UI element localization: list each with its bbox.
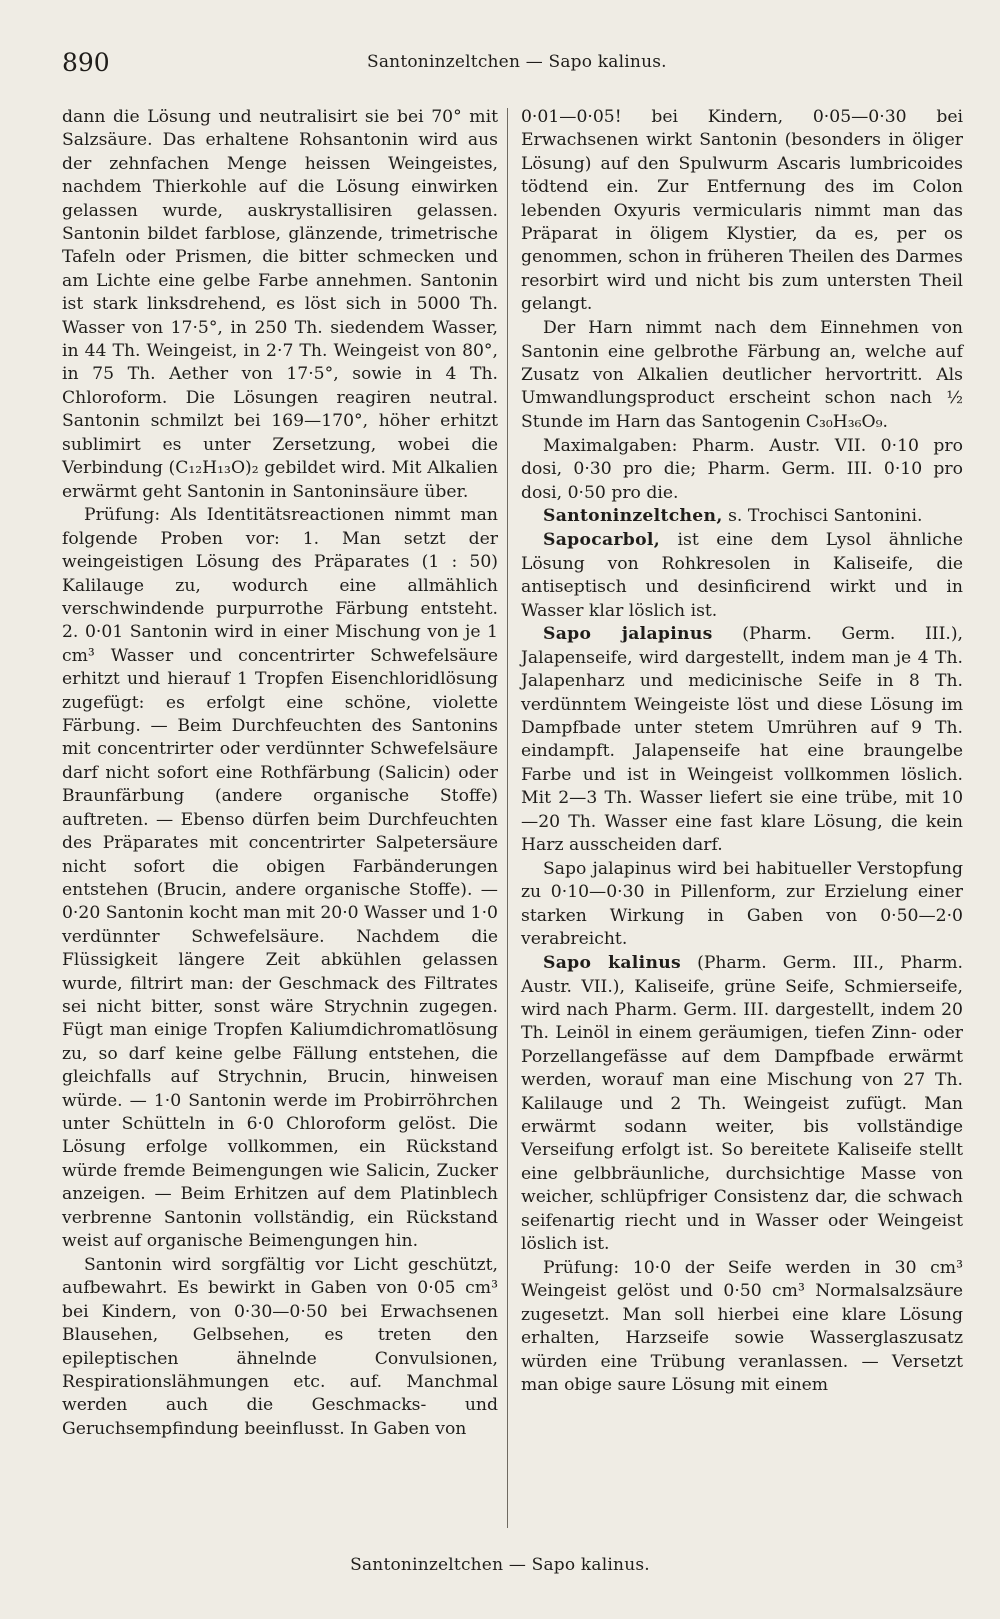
- page-footer: Santoninzeltchen — Sapo kalinus.: [350, 1555, 650, 1575]
- sapo-jalapinus-use-paragraph: Sapo jalapinus wird bei habitueller Verstopfung zu 0·10—0·30 in Pillenform, zur Erzielung einer starken Wirkung in Gaben von 0·50—2·0 verabreicht.: [521, 859, 963, 950]
- running-head: Santoninzeltchen — Sapo kalinus.: [367, 52, 667, 72]
- headword-sapocarbol: Sapocarbol,: [543, 530, 660, 551]
- sapo-kalinus-pruefung-paragraph: Prüfung: 10·0 der Seife werden in 30 cm³ Weingeist gelöst und 0·50 cm³ Normalsalzsäure zugesetzt. Man soll hierbei eine klare Lösung erhalten, Harzseife sowie Wasserglaszusatz würden eine Trübung veranlassen. — Versetzt man obige saure Lösung mit einem: [521, 1257, 963, 1395]
- entry-santoninzeltchen: [521, 505, 963, 528]
- headword-sapo-jalapinus: Sapo jalapinus: [543, 624, 713, 645]
- column-divider: [507, 108, 508, 1528]
- entry-sapo-kalinus: [521, 952, 963, 1256]
- entry-sapo-jalapinus: [521, 623, 963, 857]
- headword-santoninzeltchen: Santoninzeltchen,: [543, 506, 723, 527]
- sapo-kalinus-text: (Pharm. Germ. III., Pharm. Austr. VII.), Kaliseife, grüne Seife, Schmierseife, wird nach Pharm. Germ. III. dargestellt, indem 20 Th. Leinöl in einem geräumigen, tiefen Zinn- oder Porzellangefässe auf dem Dampfbade erwärmt werden, worauf man eine Mischung von 27 Th. Kalilauge und 2 Th. Weingeist zufügt. Man erwärmt sodann weiter, bis vollständige Verseifung erfolgt ist. So bereitete Kaliseife stellt eine gelbbräunliche, durchsichtige Masse von weicher, schlüpfriger Consistenz dar, die schwach seifenartig riecht und in Wasser oder Weingeist löslich ist.: [521, 953, 964, 1254]
- santoninzeltchen-text: s. Trochisci Santonini.: [722, 506, 923, 527]
- santonin-description-paragraph: dann die Lösung und neutralisirt sie bei 70° mit Salzsäure. Das erhaltene Rohsantonin wird aus der zehnfachen Menge heissen Weingeistes, nachdem Thierkohle auf die Lösung einwirken gelassen wurde, auskrystallisiren gelassen. Santonin bildet farblose, glänzende, trimetrische Tafeln oder Prismen, die bitter schmecken und am Lichte eine gelbe Farbe annehmen. Santonin ist stark linksdrehend, es löst sich in 5000 Th. Wasser von 17·5°, in 250 Th. siedendem Wasser, in 44 Th. Weingeist, in 2·7 Th. Weingeist von 80°, in 75 Th. Aether von 17·5°, sowie in 4 Th. Chloroform. Die Lösungen reagiren neutral. Santonin schmilzt bei 169—170°, höher erhitzt sublimirt es unter Zersetzung, wobei die Verbindung (C₁₂H₁₃O)₂ gebildet wird. Mit Alkalien erwärmt geht Santonin in Santoninsäure über.: [62, 107, 498, 502]
- santonin-pruefung-paragraph: Prüfung: Als Identitätsreactionen nimmt man folgende Proben vor: 1. Man setzt der weingeistigen Lösung des Präparates (1 : 50) Kalilauge zu, wodurch eine allmählich verschwindende purpurrothe Färbung entsteht. 2. 0·01 Santonin wird in einer Mischung von je 1 cm³ Wasser und concentrirter Schwefelsäure erhitzt und hierauf 1 Tropfen Eisenchloridlösung zugefügt: es erfolgt eine schöne, violette Färbung. — Beim Durchfeuchten des Santonins mit concentrirter oder verdünnter Schwefelsäure darf nicht sofort eine Rothfärbung (Salicin) oder Braunfärbung (andere organische Stoffe) auftreten. — Ebenso dürfen beim Durchfeuchten des Präparates mit concentrirter Salpetersäure nicht sofort die obigen Farbänderungen entstehen (Brucin, andere organische Stoffe). — 0·20 Santonin kocht man mit 20·0 Wasser und 1·0 verdünnter Schwefelsäure. Nachdem die Flüssigkeit längere Zeit abkühlen gelassen wurde, filtrirt man: der Geschmack des Filtrates sei nicht bitter, sonst wäre Strychnin zugegen. Fügt man einige Tropfen Kaliumdichromatlösung zu, so darf keine gelbe Fällung entstehen, die gleichfalls auf Strychnin, Brucin, hinweisen würde. — 1·0 Santonin werde im Probirröhrchen unter Schütteln in 6·0 Chloroform gelöst. Die Lösung erfolge vollkommen, ein Rückstand würde fremde Beimengungen wie Salicin, Zucker anzeigen. — Beim Erhitzen auf dem Platinblech verbrenne Santonin vollständig, ein Rückstand weist auf organische Beimengungen hin.: [62, 505, 498, 1251]
- left-column: [62, 106, 498, 1442]
- santonin-continuation-paragraph: 0·01—0·05! bei Kindern, 0·05—0·30 bei Erwachsenen wirkt Santonin (besonders in öliger Lösung) auf den Spulwurm Ascaris lumbricoides tödtend ein. Zur Entfernung des im Colon lebenden Oxyuris vermicularis nimmt man das Präparat in öligem Klystier, da es, per os genommen, schon in früheren Theilen des Darmes resorbirt wird und nicht bis zum untersten Theil gelangt.: [521, 107, 963, 315]
- santonin-maximal-paragraph: Maximalgaben: Pharm. Austr. VII. 0·10 pro dosi, 0·30 pro die; Pharm. Germ. III. 0·10 pro dosi, 0·50 pro die.: [521, 435, 963, 503]
- page-number: 890: [62, 48, 110, 77]
- right-column: [521, 106, 963, 1398]
- sapocarbol-text: ist eine dem Lysol ähnliche Lösung von Rohkresolen in Kaliseife, die antiseptisch und desinficirend wirkt und in Wasser klar löslich ist.: [521, 530, 963, 621]
- headword-sapo-kalinus: Sapo kalinus: [543, 953, 682, 974]
- page-header: [62, 48, 942, 82]
- entry-sapocarbol: [521, 529, 963, 623]
- santonin-dosage-paragraph: Santonin wird sorgfältig vor Licht geschützt, aufbewahrt. Es bewirkt in Gaben von 0·05 cm³ bei Kindern, von 0·30—0·50 bei Erwachsenen Blausehen, Gelbsehen, es treten den epileptischen ähnelnde Convulsionen, Respirationslähmungen etc. auf. Manchmal werden auch die Geschmacks- und Geruchsempfindung beeinflusst. In Gaben von: [62, 1254, 498, 1439]
- sapo-jalapinus-text: (Pharm. Germ. III.), Jalapenseife, wird dargestellt, indem man je 4 Th. Jalapenharz und medicinische Seife in 8 Th. verdünntem Weingeiste löst und diese Lösung im Dampfbade unter stetem Umrühren auf 9 Th. eindampft. Jalapenseife hat eine braungelbe Farbe und ist in Weingeist vollkommen löslich. Mit 2—3 Th. Wasser liefert sie eine trübe, mit 10—20 Th. Wasser eine fast klare Lösung, die kein Harz ausscheiden darf.: [521, 624, 964, 856]
- santonin-harn-paragraph: Der Harn nimmt nach dem Einnehmen von Santonin eine gelbrothe Färbung an, welche auf Zusatz von Alkalien deutlicher hervortritt. Als Umwandlungsproduct erscheint schon nach ½ Stunde im Harn das Santogenin C₃₀H₃₆O₉.: [521, 318, 963, 432]
